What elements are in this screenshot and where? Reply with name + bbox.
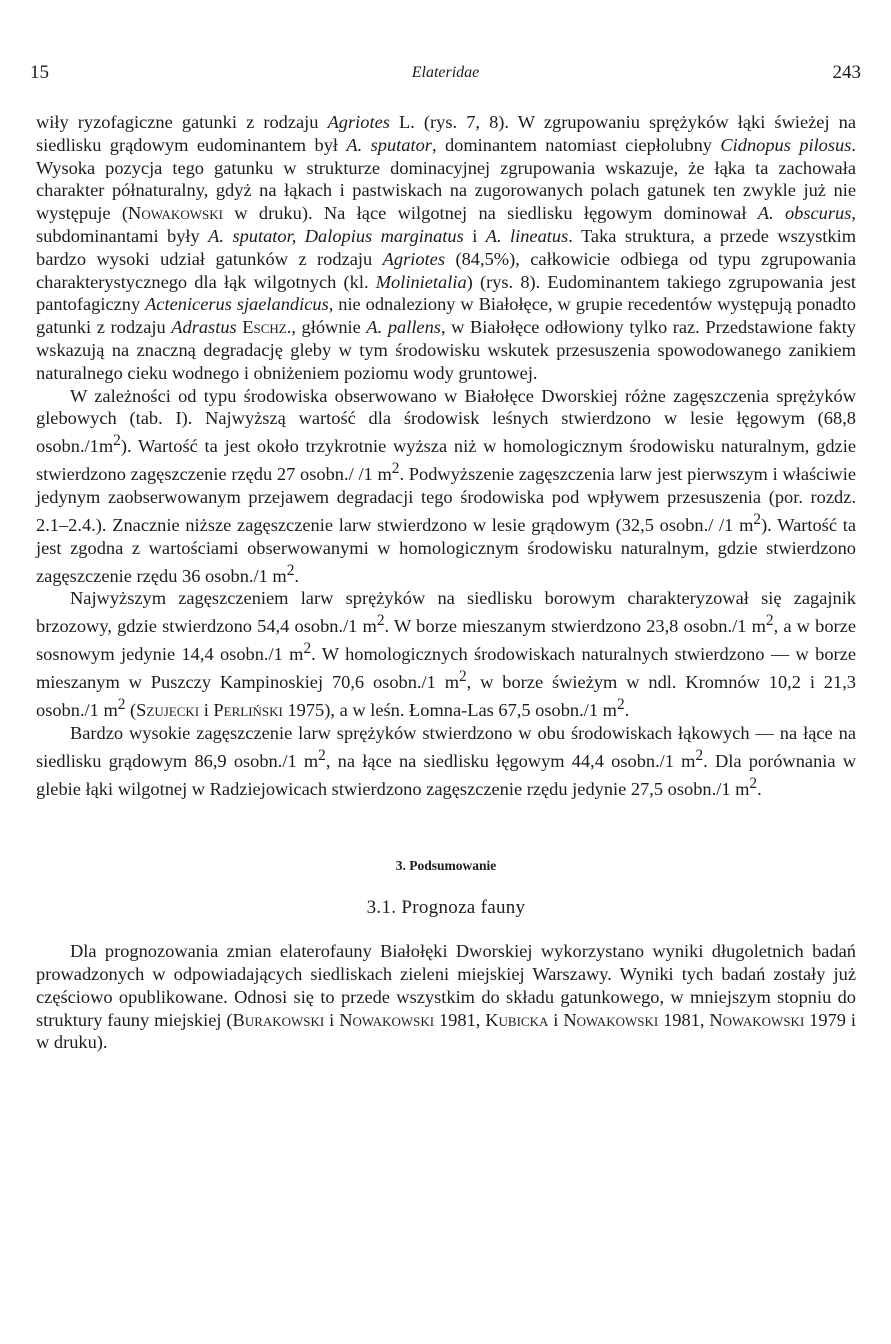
section-heading: 3. Podsumowanie [395,857,497,873]
paragraph-4: Bardzo wysokie zagęszczenie larw sprężyków stwierdzono w obu środowiskach łąkowych — na łące na siedlisku grądowym 86,9 osobn./1 $m^2$, na łące na siedlisku łęgowym 44,4 osobn./1 $m^2$. Dla porównania w glebie łąki wilgotnej w Radziejowicach stwierdzono zagęszczenie rzędu jedynie 27,5 osobn./1 $m^2$. [36,722,857,799]
paragraph-5: Dla prognozowania zmian elaterofauny Białołęki Dworskiej wykorzystano wyniki długoletnich badań prowadzonych w odpowiadających siedliskach zieleni miejskiej Warszawy. Wyniki tych badań zostały już częściowo opublikowane. Odnosi się to przede wszystkim do składu gatunkowego, w mniejszym stopniu do struktury fauny miejskiej (Burakowski i Nowakowski 1981, Kubicka i Nowakowski 1981, Nowakowski 1979 i w druku). [36,941,856,1053]
running-title: Elateridae [411,64,480,81]
subsection-heading: 3.1. Prognoza fauny [366,897,526,919]
body-text [36,111,856,1054]
page-number: 243 [832,62,861,83]
paragraph-3: Najwyższym zagęszczeniem larw sprężyków na siedlisku borowym charakteryzował się zagajnik brzozowy, gdzie stwierdzono 54,4 osobn./1 $m^2$. W borze mieszanym stwierdzono 23,8 osobn./1 $m^2$, a w borze sosnowym jedynie 14,4 osobn./1 $m^2$. W homologicznych środowiskach naturalnych stwierdzono — w borze mieszanym w Puszczy Kampinoskiej 70,6 osobn./1 $m^2$, w borze świeżym w ndl. Kromnów 10,2 i 21,3 osobn./1 $m^2$ (Szujecki i Perliński 1975), a w leśn. Łomna-Las 67,5 osobn./1 $m^2$. [36,588,856,721]
header-left-number: 15 [30,62,49,83]
paragraph-2: W zależności od typu środowiska obserwowano w Białołęce Dworskiej różne zagęszczenia sprężyków glebowych (tab. I). Najwyższą wartość dla środowisk leśnych stwierdzono w lesie łęgowym (68,8 $osobn./1m^2$). Wartość ta jest około trzykrotnie wyższa niż w homologicznym środowisku naturalnym, gdzie stwierdzono zagęszczenie rzędu 27 osobn./ /1 $m^2$. Podwyższenie zagęszczenia larw jest pierwszym i właściwie jedynym zaobserwowanym przejawem degradacji tego środowiska pod wpływem przesuszenia (por. rozdz. 2.1–2.4.). Znacznie niższe zagęszczenie larw stwierdzono w lesie grądowym (32,5 osobn./ /1 $m^2$). Wartość ta jest zgodna z wartościami obserwowanymi w homologicznym środowisku naturalnym, gdzie stwierdzono zagęszczenie rzędu 36 osobn./1 $m^2$. [36,385,856,586]
running-header [0,62,891,86]
paragraph-1: wiły ryzofagiczne gatunki z rodzaju Agriotes L. (rys. 7, 8). W zgrupowaniu sprężyków łąki świeżej na siedlisku grądowym eudominantem był A. sputator, dominantem natomiast ciepłolubny Cidnopus pilosus. Wysoka pozycja tego gatunku w strukturze dominacyjnej zgrupowania wskazuje, że łąka ta zachowała charakter półnaturalny, gdyż na łąkach i pastwiskach na zugorowanych polach gatunek ten zwykle już nie występuje (Nowakowski w druku). Na łące wilgotnej na siedlisku łęgowym dominował A. obscurus, subdominantami były A. sputator, Dalopius marginatus i A. lineatus. Taka struktura, a przede wszystkim bardzo wysoki udział gatunków z rodzaju Agriotes (84,5%), całkowicie odbiega od typu zgrupowania charakterystycznego dla łąk wilgotnych (kl. Molinietalia) (rys. 8). Eudominantem takiego zgrupowania jest pantofagiczny Actenicerus sjaelandicus, nie odnaleziony w Białołęce, w grupie recedentów występują ponadto gatunki z rodzaju Adrastus Eschz., głównie A. pallens, w Białołęce odłowiony tylko raz. Przedstawione fakty wskazują na znaczną degradację gleby w tym środowisku wskutek przesuszenia spowodowanego zanikiem naturalnego cieku wodnego i obniżeniem poziomu wody gruntowej. [36,112,857,383]
